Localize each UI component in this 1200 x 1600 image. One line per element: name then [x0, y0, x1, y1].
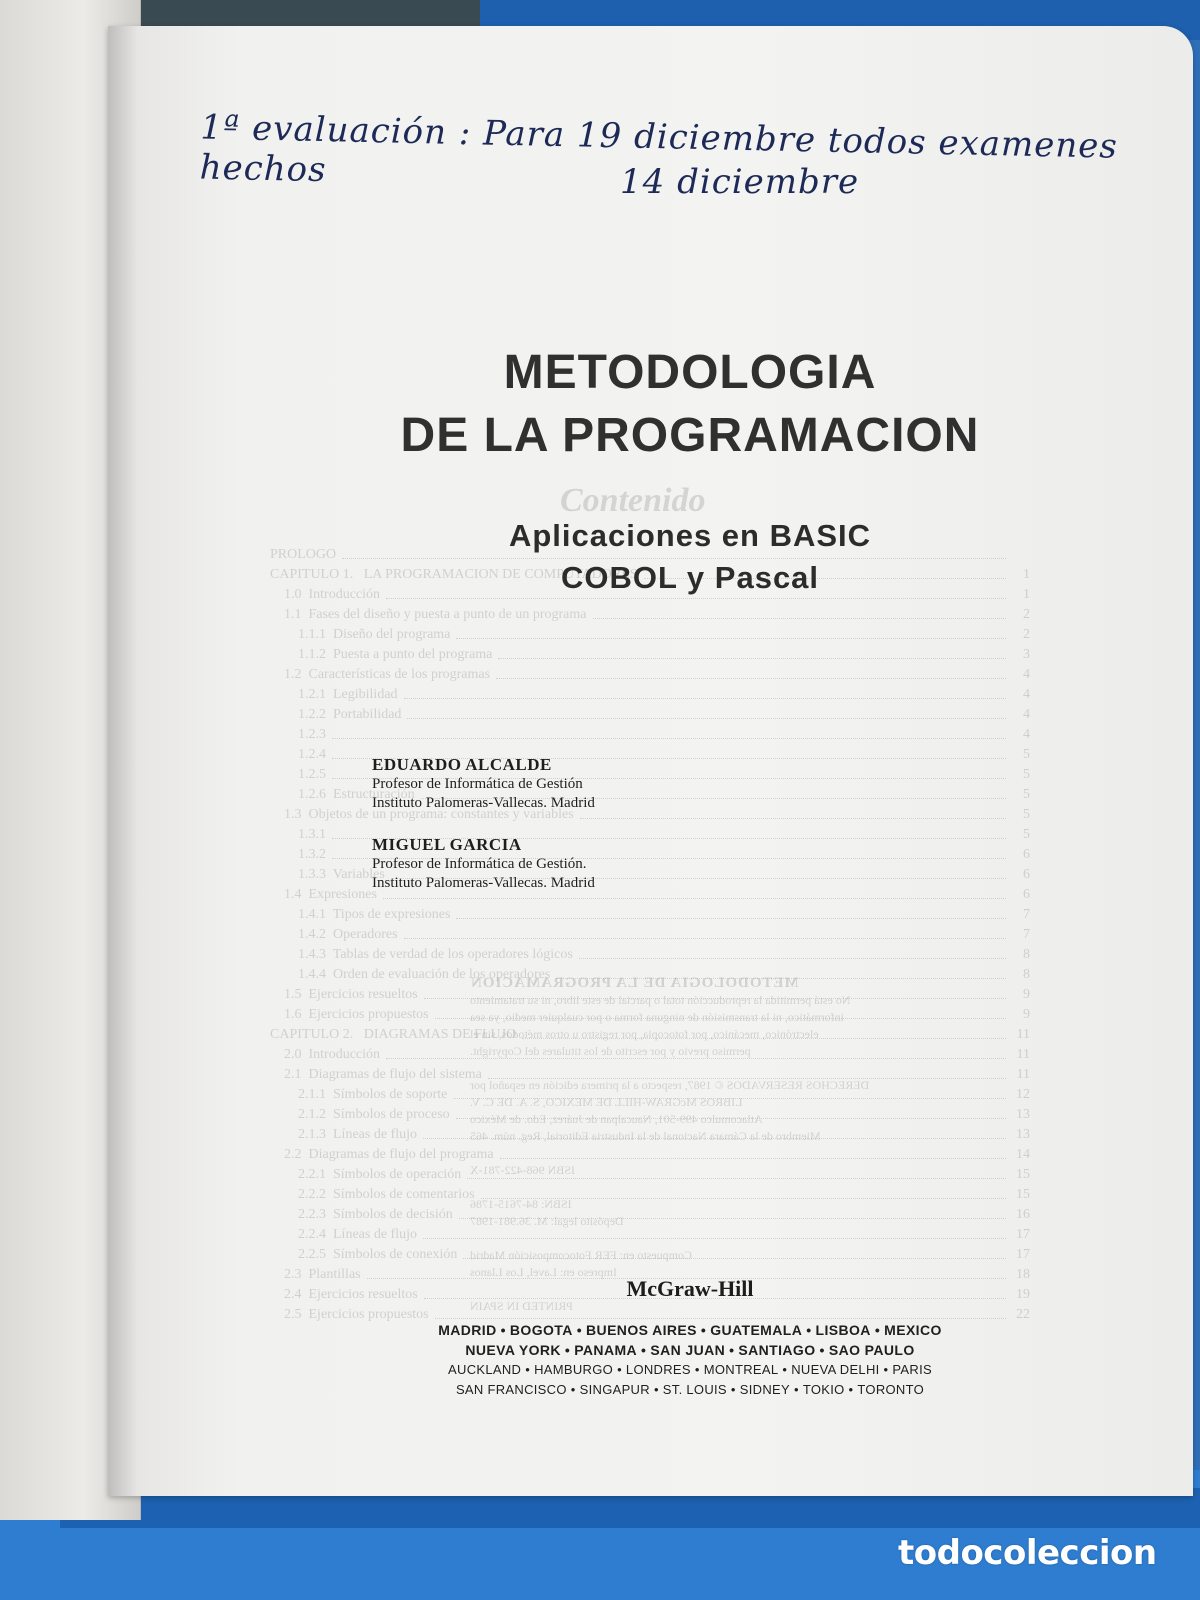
- city-line: [390, 1320, 990, 1340]
- city-name: TORONTO: [857, 1382, 925, 1397]
- ghost-toc-leader: [580, 805, 1006, 819]
- ghost-toc-text: 1.4.2 Operadores: [270, 927, 398, 942]
- ghost-toc-page: 12: [1016, 1087, 1030, 1102]
- author-block: [372, 835, 595, 893]
- ghost-toc-text: 1.3.3 Variables: [270, 867, 385, 882]
- city-separator: •: [730, 1382, 736, 1397]
- ghost-mirror-line: [470, 1179, 1030, 1196]
- ghost-toc-text: 1.4.1 Tipos de expresiones: [270, 907, 451, 922]
- ghost-toc-page: 13: [1016, 1107, 1030, 1122]
- ghost-toc-text: 2.2.2 Símbolos de comentarios: [270, 1187, 475, 1202]
- ghost-mirror-line: informático, ni la transmisión de ninguna forma o por cualquier medio, ya sea: [470, 1010, 844, 1024]
- ghost-toc-page: 8: [1023, 947, 1030, 962]
- ghost-toc-page: 11: [1016, 1047, 1030, 1062]
- author-role: Profesor de Informática de Gestión: [372, 776, 583, 792]
- publisher-cities: [390, 1320, 990, 1400]
- ghost-toc-text: 1.0 Introducción: [270, 587, 381, 602]
- city-separator: •: [617, 1362, 622, 1377]
- ghost-toc-text: 1.4.3 Tablas de verdad de los operadores lógicos: [270, 947, 573, 962]
- city-separator: •: [819, 1342, 825, 1358]
- ghost-toc-row: [270, 925, 1030, 945]
- ghost-toc-page: 7: [1023, 907, 1030, 922]
- ghost-toc-text: 2.2.4 Líneas de flujo: [270, 1227, 417, 1242]
- city-name: BOGOTA: [509, 1322, 573, 1338]
- ghost-toc-row: [270, 645, 1030, 665]
- ghost-toc-row: [270, 625, 1030, 645]
- ghost-toc-row: [270, 905, 1030, 925]
- ghost-toc-page: [1012, 545, 1030, 565]
- ghost-toc-row: [270, 945, 1030, 965]
- city-separator: •: [782, 1362, 788, 1377]
- ghost-mirror-line: No está permitida la reproducción total o parcial de este libro, ni su tratamiento: [470, 993, 851, 1007]
- ghost-toc-leader: [496, 665, 1006, 679]
- ghost-toc-text: 1.5 Ejercicios resueltos: [270, 987, 418, 1002]
- ghost-mirror-line: Atlacomulco 499-501, Naucalpan de Juárez, Edo. de México: [470, 1112, 763, 1126]
- ghost-toc-text: 1.3.1: [270, 827, 326, 842]
- ghost-toc-row: [270, 725, 1030, 745]
- city-separator: •: [641, 1342, 647, 1358]
- city-name: SAN JUAN: [650, 1342, 726, 1358]
- city-name: NUEVA YORK: [465, 1342, 561, 1358]
- city-name: PANAMA: [574, 1342, 638, 1358]
- ghost-toc-leader: [593, 605, 1007, 619]
- ghost-mirror-line: [470, 1060, 1030, 1077]
- ghost-toc-text: 2.2.1 Símbolos de operación: [270, 1167, 462, 1182]
- ghost-toc-text: 1.6 Ejercicios propuestos: [270, 1007, 429, 1022]
- ghost-mirror-line: ISBN 968-422-781-X: [470, 1163, 575, 1177]
- city-separator: •: [806, 1322, 812, 1338]
- author-block: [372, 755, 595, 813]
- city-line: [390, 1380, 990, 1400]
- ghost-mirror-line: Impreso en: Lavel, Los Llanos: [470, 1265, 617, 1279]
- ghost-toc-page: 4: [1023, 727, 1030, 742]
- ghost-toc-page: 17: [1016, 1247, 1030, 1262]
- ghost-mirror-line: [470, 1230, 1030, 1247]
- ghost-toc-page: 5: [1023, 767, 1030, 782]
- city-name: SAN FRANCISCO: [455, 1382, 567, 1397]
- author-institution: Instituto Palomeras-Vallecas. Madrid: [372, 875, 595, 891]
- ghost-toc-page: 15: [1016, 1167, 1030, 1182]
- ghost-toc-page: 22: [1016, 1307, 1030, 1322]
- city-name: HAMBURGO: [534, 1362, 614, 1377]
- ghost-toc-text: 2.5 Ejercicios propuestos: [270, 1307, 429, 1322]
- ghost-mirror-line: Miembro de la Cámara Nacional de la Industria Editorial, Reg. núm. 465: [470, 1129, 821, 1143]
- ghost-toc-text: CAPITULO 2. DIAGRAMAS DE FLUJO: [270, 1027, 517, 1042]
- ghost-toc-page: 6: [1023, 847, 1030, 862]
- ghost-mirror-line: LIBROS McGRAW-HILL DE MEXICO, S. A. DE C. V.: [470, 1095, 743, 1109]
- city-separator: •: [653, 1382, 659, 1397]
- city-name: MONTREAL: [703, 1362, 779, 1377]
- ghost-toc-leader: [456, 905, 1006, 919]
- city-separator: •: [500, 1322, 506, 1338]
- ghost-toc-text: 2.4 Ejercicios resueltos: [270, 1287, 418, 1302]
- ghost-toc-leader: [404, 685, 1006, 699]
- ghost-toc-text: 1.3.2: [270, 847, 326, 862]
- book-title-line-2: DE LA PROGRAMACION: [400, 409, 980, 462]
- ghost-toc-text: 2.3 Plantillas: [270, 1267, 361, 1282]
- ghost-toc-page: 11: [1016, 1067, 1030, 1082]
- ghost-mirror-line: ISBN: 84-7615-1786: [470, 1197, 572, 1211]
- ghost-toc-text: 2.1 Diagramas de flujo del sistema: [270, 1067, 482, 1082]
- ghost-toc-page: 6: [1023, 867, 1030, 882]
- city-name: ST. LOUIS: [662, 1382, 727, 1397]
- book-subtitle-line-2: COBOL y Pascal: [560, 560, 820, 595]
- ghost-toc-text: 2.1.3 Líneas de flujo: [270, 1127, 417, 1142]
- city-separator: •: [700, 1322, 707, 1338]
- city-name: SANTIAGO: [738, 1342, 816, 1358]
- city-line: [390, 1360, 990, 1380]
- page-spine-shadow: [108, 26, 138, 1496]
- ghost-toc-text: 2.2.3 Símbolos de decisión: [270, 1207, 453, 1222]
- site-watermark: todocoleccion: [898, 1533, 1157, 1573]
- ghost-mirror-line: PRINTED IN SPAIN: [470, 1299, 573, 1313]
- ghost-toc-leader: [332, 725, 1006, 739]
- ghost-mirror-line: Depósito legal: M. 36.981-1987: [470, 1214, 624, 1228]
- city-separator: •: [793, 1382, 799, 1397]
- ghost-toc-page: 19: [1016, 1287, 1030, 1302]
- ghost-toc-text: 1.2 Características de los programas: [270, 667, 491, 682]
- ghost-toc-page: 1: [1023, 587, 1030, 602]
- ghost-mirror-line: permiso previo y por escrito de los titulares del Copyright.: [470, 1044, 751, 1058]
- ghost-toc-page: 1: [1023, 567, 1030, 582]
- ghost-toc-text: 1.2.1 Legibilidad: [270, 687, 398, 702]
- author-name: EDUARDO ALCALDE: [372, 755, 552, 774]
- city-separator: •: [883, 1362, 889, 1377]
- ghost-toc-page: 3: [1023, 647, 1030, 662]
- ghost-toc-page: 11: [1016, 1027, 1030, 1042]
- city-separator: •: [729, 1342, 735, 1358]
- ghost-mirrored-copyright: [470, 975, 1030, 1315]
- ghost-toc-text: 1.1.2 Puesta a punto del programa: [270, 647, 493, 662]
- city-separator: •: [848, 1382, 854, 1397]
- ghost-toc-text: 1.2.2 Portabilidad: [270, 707, 402, 722]
- city-name: NUEVA DELHI: [791, 1362, 880, 1377]
- ghost-toc-page: 6: [1023, 887, 1030, 902]
- ghost-toc-text: 1.4 Expresiones: [270, 887, 377, 902]
- author-institution: Instituto Palomeras-Vallecas. Madrid: [372, 795, 595, 811]
- ghost-toc-text: 2.0 Introducción: [270, 1047, 381, 1062]
- city-separator: •: [525, 1362, 531, 1377]
- ghost-toc-row: [270, 705, 1030, 725]
- ghost-toc-leader: [498, 645, 1006, 659]
- ghost-toc-text: CAPITULO 1. LA PROGRAMACION DE COMPUTADORES: [270, 567, 638, 582]
- city-separator: •: [570, 1382, 576, 1397]
- ghost-toc-text: 2.1.1 Símbolos de soporte: [270, 1087, 448, 1102]
- publisher-name: McGraw-Hill: [626, 1276, 754, 1301]
- ghost-toc-page: 18: [1016, 1267, 1030, 1282]
- book-subtitle-line-1: Aplicaciones en BASIC: [508, 518, 872, 553]
- ghost-toc-page: 5: [1023, 747, 1030, 762]
- author-role: Profesor de Informática de Gestión.: [372, 856, 587, 872]
- city-separator: •: [576, 1322, 583, 1338]
- ghost-toc-page: 4: [1023, 667, 1030, 682]
- city-separator: •: [694, 1362, 700, 1377]
- city-separator: •: [874, 1322, 881, 1338]
- ghost-toc-page: 15: [1016, 1187, 1030, 1202]
- ghost-toc-text: 2.1.2 Símbolos de proceso: [270, 1107, 450, 1122]
- city-separator: •: [564, 1342, 571, 1358]
- handwritten-note-line-1: 1ª evaluación : Para 19 diciembre todos examenes hechos: [199, 107, 1119, 191]
- ghost-toc-page: 14: [1016, 1147, 1030, 1162]
- ghost-toc-page: 2: [1023, 607, 1030, 622]
- ghost-toc-text: 1.3 Objetos de un programa: constantes y variables: [270, 807, 574, 822]
- ghost-toc-page: 5: [1023, 807, 1030, 822]
- ghost-toc-text: 2.2.5 Símbolos de conexión: [270, 1247, 458, 1262]
- ghost-mirror-line: DERECHOS RESERVADOS © 1987, respecto a la primera edición en español por: [470, 1078, 870, 1092]
- ghost-toc-row: [270, 605, 1030, 625]
- ghost-toc-text: 1.2.5: [270, 767, 326, 782]
- city-name: SIDNEY: [739, 1382, 790, 1397]
- handwritten-note-line-2: 14 diciembre: [620, 162, 860, 202]
- ghost-toc-page: 4: [1023, 687, 1030, 702]
- ghost-mirror-line: electrónico, mecánico, por fotocopia, por registro u otros métodos, sin el: [470, 1027, 819, 1041]
- ghost-mirror-title: METODOLOGIA DE LA PROGRAMACION: [470, 975, 799, 991]
- ghost-toc-text: 1.1 Fases del diseño y puesta a punto de un programa: [270, 607, 587, 622]
- ghost-toc-page: 9: [1023, 987, 1030, 1002]
- ghost-toc-page: 13: [1016, 1127, 1030, 1142]
- ghost-toc-page: 9: [1023, 1007, 1030, 1022]
- ghost-toc-page: 16: [1016, 1207, 1030, 1222]
- ghost-toc-text: 2.2 Diagramas de flujo del programa: [270, 1147, 494, 1162]
- city-name: SINGAPUR: [579, 1382, 650, 1397]
- city-name: TOKIO: [802, 1382, 845, 1397]
- ghost-toc-page: 4: [1023, 707, 1030, 722]
- ghost-toc-page: 5: [1023, 787, 1030, 802]
- ghost-toc-page: 5: [1023, 827, 1030, 842]
- ghost-toc-text: PROLOGO: [270, 547, 337, 562]
- city-name: LONDRES: [625, 1362, 691, 1377]
- city-name: MADRID: [438, 1322, 497, 1338]
- ghost-toc-page: 17: [1016, 1227, 1030, 1242]
- ghost-toc-text: 1.4.4 Orden de evaluación de los operadores: [270, 967, 551, 982]
- ghost-toc-leader: [456, 625, 1006, 639]
- ghost-toc-page: 8: [1023, 967, 1030, 982]
- city-name: GUATEMALA: [710, 1322, 803, 1338]
- ghost-contenido-heading: Contenido: [560, 482, 706, 519]
- ghost-toc-text: 1.1.1 Diseño del programa: [270, 627, 451, 642]
- ghost-toc-text: 1.2.6 Estructuración: [270, 787, 415, 802]
- city-name: AUCKLAND: [448, 1362, 522, 1377]
- ghost-toc-text: 1.2.4: [270, 747, 326, 762]
- city-line: [390, 1340, 990, 1360]
- city-name: PARIS: [892, 1362, 932, 1377]
- ghost-mirror-line: [470, 1145, 1030, 1162]
- city-name: SAO PAULO: [828, 1342, 915, 1358]
- author-name: MIGUEL GARCIA: [372, 835, 522, 854]
- ghost-toc-row: [270, 685, 1030, 705]
- ghost-toc-page: 2: [1023, 627, 1030, 642]
- book-title-line-1: METODOLOGIA: [503, 346, 877, 399]
- city-name: BUENOS AIRES: [586, 1322, 697, 1338]
- city-name: LISBOA: [815, 1322, 871, 1338]
- ghost-toc-leader: [404, 925, 1006, 939]
- ghost-toc-page: 7: [1023, 927, 1030, 942]
- ghost-toc-text: 1.2.3: [270, 727, 326, 742]
- ghost-toc-row: [270, 665, 1030, 685]
- city-name: MEXICO: [884, 1322, 942, 1338]
- ghost-toc-leader: [407, 705, 1006, 719]
- ghost-toc-leader: [579, 945, 1006, 959]
- ghost-mirror-line: Compuesto en: FER Fotocomposición Madrid: [470, 1248, 692, 1262]
